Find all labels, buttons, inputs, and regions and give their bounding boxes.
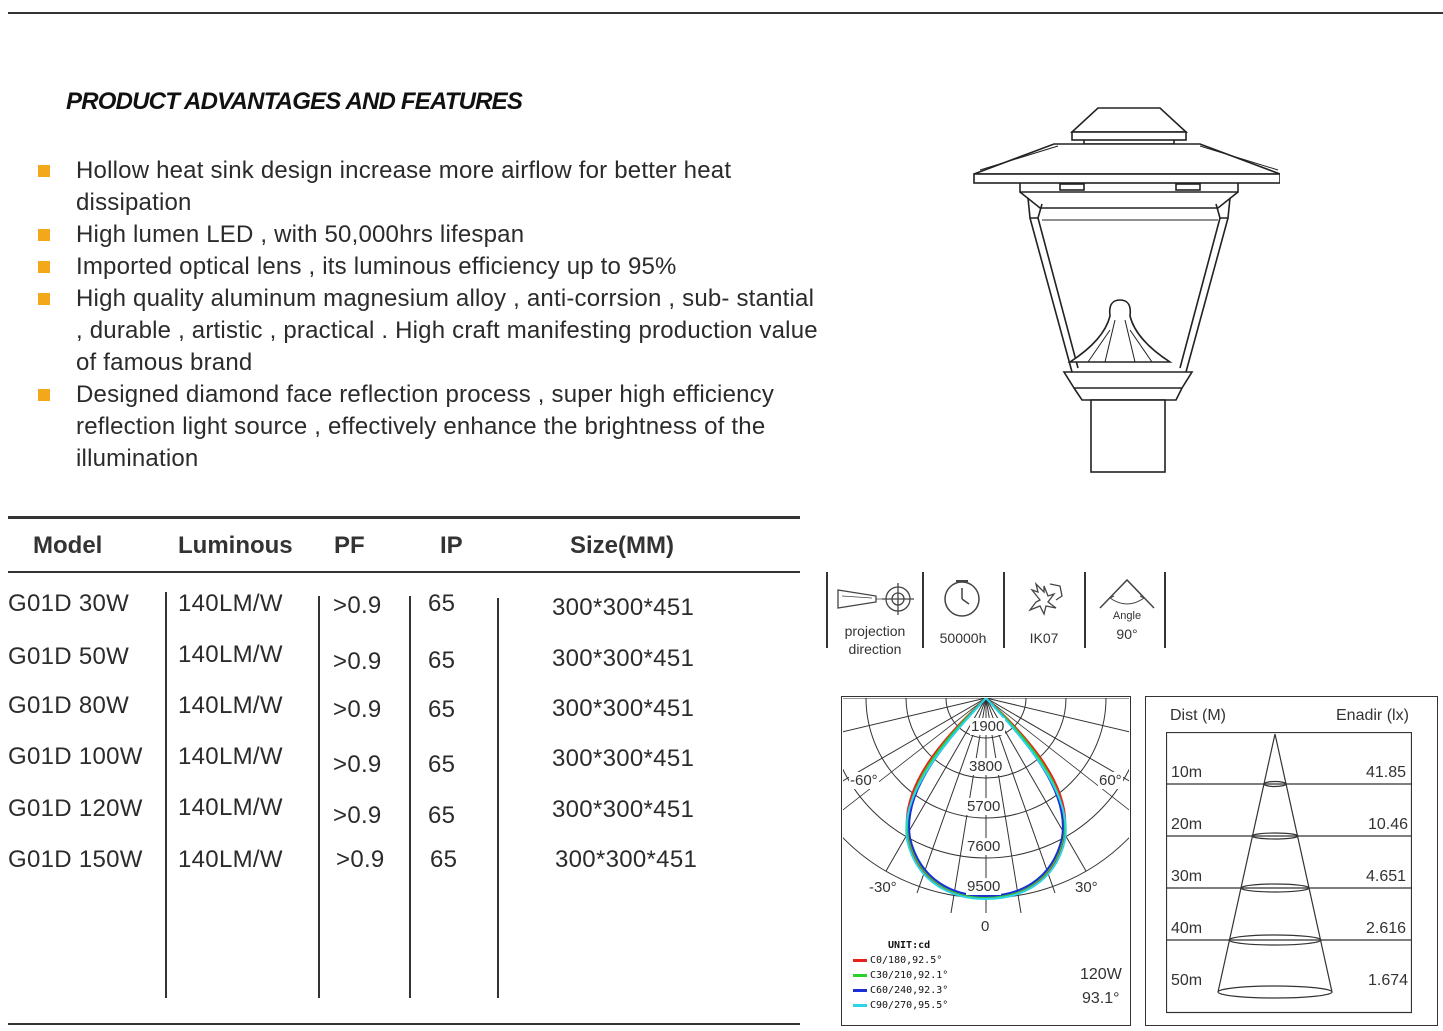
cell-model: G01D 30W [8, 590, 130, 617]
cell-ip: 65 [428, 590, 456, 617]
cell-model: G01D 80W [8, 692, 130, 719]
bullet-icon [38, 165, 50, 177]
lux-row: 41.85 [1366, 764, 1407, 781]
cell-ip: 65 [428, 647, 456, 674]
legend-swatch-red [853, 959, 867, 962]
legend-swatch-cyan [853, 1004, 867, 1007]
unit-label: UNIT:cd [888, 940, 931, 951]
feature-item: Hollow heat sink design increase more airflow for better heat dissipation [36, 155, 826, 219]
ring-label: 5700 [967, 798, 1001, 815]
cell-luminous: 140LM/W [178, 846, 283, 873]
cell-size: 300*300*451 [552, 695, 695, 722]
projection-caption: projection direction [844, 623, 906, 657]
ring-label: 3800 [969, 758, 1003, 775]
legend-item: C60/240,92.3° [853, 985, 948, 996]
header-luminous: Luminous [178, 532, 293, 559]
cell-pf: >0.9 [333, 592, 382, 619]
impact-icon [1022, 578, 1066, 620]
lux-row: 2.616 [1366, 920, 1407, 937]
dist-row: 50m [1171, 972, 1203, 989]
dist-row: 40m [1171, 920, 1203, 937]
cell-model: G01D 100W [8, 743, 143, 770]
lamp-illustration [960, 100, 1280, 480]
bullet-icon [38, 261, 50, 273]
cell-size: 300*300*451 [552, 796, 695, 823]
feature-list [36, 155, 826, 475]
cell-luminous: 140LM/W [178, 590, 283, 617]
header-size: Size(MM) [570, 532, 674, 559]
cell-pf: >0.9 [336, 846, 385, 873]
angle-label: 0 [981, 918, 990, 935]
feature-item: High quality aluminum magnesium alloy , anti-corrsion , sub- stantial , durable , artistic , practical . High craft manifesting production value of famous brand [36, 283, 826, 379]
legend-item: C0/180,92.5° [853, 955, 942, 966]
cell-pf: >0.9 [333, 751, 382, 778]
cell-size: 300*300*451 [552, 645, 695, 672]
cell-pf: >0.9 [333, 648, 382, 675]
angle-label: Angle [1112, 610, 1142, 622]
icon-divider [1084, 572, 1086, 648]
lux-row: 10.46 [1368, 816, 1409, 833]
beam-angle-icon [1096, 572, 1158, 614]
lux-row: 4.651 [1366, 868, 1407, 885]
column-divider [409, 596, 411, 998]
header-ip: IP [440, 532, 463, 559]
clock-icon [941, 578, 983, 620]
angle-label: 30° [1075, 879, 1098, 896]
table-top-rule [8, 516, 800, 519]
cell-luminous: 140LM/W [178, 641, 283, 668]
cell-luminous: 140LM/W [178, 692, 283, 719]
bullet-icon [38, 389, 50, 401]
cell-ip: 65 [428, 751, 456, 778]
header-pf: PF [334, 532, 365, 559]
column-divider [497, 598, 499, 998]
dist-row: 20m [1171, 816, 1203, 833]
legend-swatch-blue [853, 989, 867, 992]
icon-divider [826, 572, 828, 648]
dist-row: 10m [1171, 764, 1203, 781]
angle-label: -30° [869, 879, 897, 896]
icon-divider [1164, 572, 1166, 648]
legend-swatch-green [853, 974, 867, 977]
header-model: Model [33, 532, 103, 559]
table-bottom-rule [8, 1023, 800, 1025]
feature-item: High lumen LED , with 50,000hrs lifespan [36, 219, 826, 251]
bullet-icon [38, 293, 50, 305]
icon-divider [1003, 572, 1005, 648]
cell-luminous: 140LM/W [178, 794, 283, 821]
cell-size: 300*300*451 [552, 594, 695, 621]
cell-model: G01D 120W [8, 795, 143, 822]
dist-header: Dist (M) [1170, 707, 1226, 724]
legend-item: C30/210,92.1° [853, 970, 948, 981]
dist-row: 30m [1171, 868, 1203, 885]
cell-ip: 65 [430, 846, 458, 873]
ring-label: 1900 [971, 718, 1005, 735]
cell-model: G01D 150W [8, 846, 143, 873]
cell-model: G01D 50W [8, 643, 130, 670]
angle-label: -60° [850, 772, 878, 789]
beam-label: 93.1° [1082, 990, 1120, 1007]
ring-label: 7600 [967, 838, 1001, 855]
table-header-rule [8, 571, 800, 573]
feature-item: Imported optical lens , its luminous efficiency up to 95% [36, 251, 826, 283]
cell-ip: 65 [428, 696, 456, 723]
power-label: 120W [1080, 966, 1122, 983]
bullet-icon [38, 229, 50, 241]
cell-ip: 65 [428, 802, 456, 829]
top-rule [8, 12, 1443, 14]
section-title: PRODUCT ADVANTAGES AND FEATURES [66, 88, 523, 115]
cell-size: 300*300*451 [555, 846, 698, 873]
angle-label: 60° [1099, 772, 1122, 789]
feature-item: Designed diamond face reflection process , super high efficiency reflection light source , effectively enhance the brightness of the illumination [36, 379, 826, 475]
icon-divider [922, 572, 924, 648]
projection-icon [832, 578, 916, 620]
impact-caption: IK07 [1029, 630, 1059, 646]
lux-header: Enadir (lx) [1336, 707, 1409, 724]
column-divider [165, 592, 167, 998]
lux-row: 1.674 [1368, 972, 1409, 989]
legend-item: C90/270,95.5° [853, 1000, 948, 1011]
angle-value: 90° [1116, 626, 1138, 642]
cell-pf: >0.9 [333, 696, 382, 723]
cell-size: 300*300*451 [552, 745, 695, 772]
cell-luminous: 140LM/W [178, 743, 283, 770]
cell-pf: >0.9 [333, 802, 382, 829]
ring-label: 9500 [967, 878, 1001, 895]
lifespan-caption: 50000h [939, 630, 987, 646]
column-divider [318, 596, 320, 998]
